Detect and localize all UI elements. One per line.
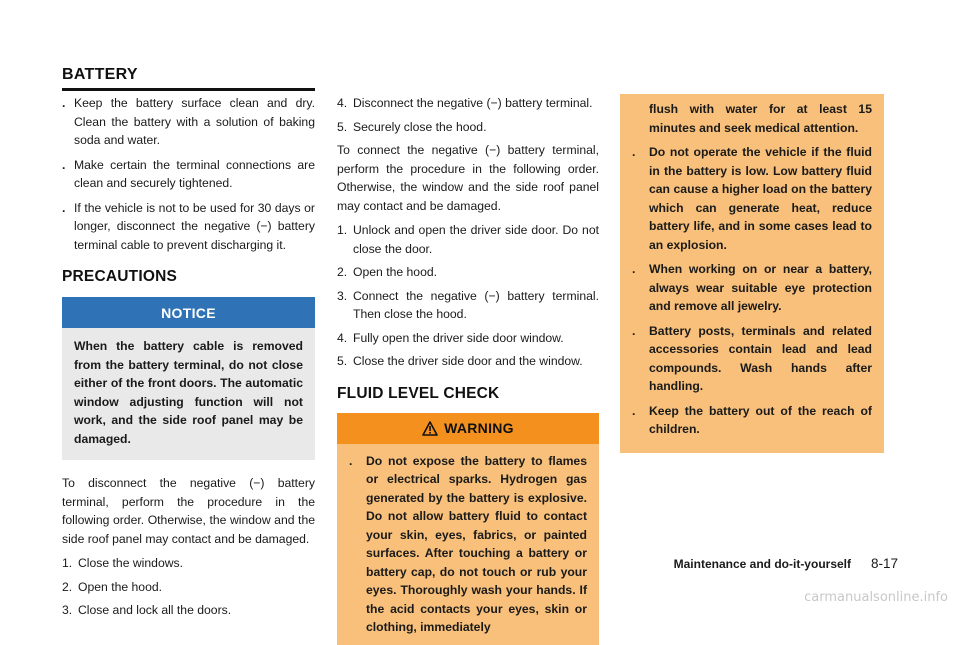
page-number: 8-17 — [870, 556, 898, 571]
warning-body — [337, 444, 599, 645]
warning-bullet — [632, 322, 872, 396]
warning-bullet — [632, 143, 872, 254]
bullet-dot: . — [632, 323, 636, 338]
step-text: Disconnect the negative (−) battery terminal. — [353, 96, 593, 110]
warning-text: Keep the battery out of the reach of children. — [649, 403, 872, 436]
column-2 — [337, 94, 599, 645]
warning-bullet — [632, 402, 872, 439]
step-number: 3. — [337, 288, 348, 303]
step-number: 4. — [337, 96, 348, 110]
section-rule — [62, 88, 315, 91]
warning-text: Do not operate the vehicle if the fluid in the battery is low. Low battery fluid can cause a higher load on the battery which can generate heat, reduce battery life, and in some cases lead to an explosion. — [649, 145, 872, 252]
notice-box — [62, 297, 315, 461]
warning-header — [337, 413, 599, 444]
warning-box — [337, 413, 599, 645]
notice-label: NOTICE — [62, 297, 315, 329]
step-text: Securely close the hood. — [353, 119, 487, 134]
bullet-dot: . — [632, 262, 636, 276]
step-text: Close the driver side door and the window. — [353, 354, 583, 368]
section-title: BATTERY — [62, 66, 138, 83]
connect-step — [337, 329, 599, 348]
step-number: 4. — [337, 330, 348, 345]
connect-intro: To connect the negative (−) battery terminal, perform the procedure in the following order. Otherwise, the window and the side roof panel may contact and be damaged. — [337, 143, 599, 213]
disconnect-step — [337, 118, 599, 137]
bullet-dot: . — [62, 200, 66, 215]
bullet-dot: . — [62, 157, 66, 172]
warning-triangle-icon — [422, 421, 438, 436]
connect-step — [337, 287, 599, 324]
step-text: Connect the negative (−) battery terminal. Then close the hood. — [353, 288, 599, 321]
connect-step — [337, 352, 599, 371]
bullet-text: If the vehicle is not to be used for 30 days or longer, disconnect the negative (−) battery terminal cable to prevent discharging it. — [74, 200, 315, 252]
disconnect-step — [62, 601, 315, 620]
step-number: 1. — [62, 556, 73, 570]
connect-step — [337, 263, 599, 282]
fluid-level-heading: FLUID LEVEL CHECK — [337, 384, 500, 402]
step-text: Open the hood. — [353, 265, 438, 279]
step-number: 5. — [337, 354, 348, 368]
precautions-heading: PRECAUTIONS — [62, 268, 178, 285]
battery-bullet — [62, 94, 315, 150]
step-number: 1. — [337, 223, 348, 237]
warning-text: Battery posts, terminals and related accessories contain lead and lead compounds. Wash hands after handling. — [649, 323, 872, 393]
bullet-text: Make certain the terminal connections are clean and securely tightened. — [74, 157, 315, 190]
step-number: 2. — [337, 265, 348, 279]
disconnect-step — [62, 554, 315, 573]
warning-bullet — [632, 260, 872, 316]
step-number: 2. — [62, 579, 73, 594]
step-text: Close and lock all the doors. — [78, 603, 232, 617]
column-1 — [62, 94, 315, 625]
battery-bullet — [62, 156, 315, 193]
bullet-dot: . — [349, 453, 353, 468]
step-number: 5. — [337, 119, 348, 134]
bullet-text: Keep the battery surface clean and dry. Clean the battery with a solution of baking soda and water. — [74, 96, 315, 147]
bullet-dot: . — [632, 403, 636, 418]
disconnect-intro: To disconnect the negative (−) battery terminal, perform the procedure in the following order. Otherwise, the window and the side roof panel may contact and be damaged. — [62, 476, 315, 546]
notice-text: When the battery cable is removed from the battery terminal, do not close either of the front doors. The automatic window adjusting function will not work, and the side roof panel may be damaged. — [74, 339, 303, 446]
connect-step — [337, 221, 599, 258]
step-text: Close the windows. — [78, 556, 183, 570]
footer-section: Maintenance and do-it-yourself — [673, 557, 851, 571]
battery-bullet — [62, 199, 315, 255]
warning-box-continued — [620, 94, 884, 453]
column-3 — [620, 94, 884, 453]
warning-label: WARNING — [444, 420, 514, 436]
step-text: Unlock and open the driver side door. Do not close the door. — [353, 223, 599, 256]
warning-text-continued: flush with water for at least 15 minutes and seek medical attention. — [649, 102, 872, 135]
warning-bullet — [349, 452, 587, 637]
warning-text: Do not expose the battery to flames or electrical sparks. Hydrogen gas generated by the battery is explosive. Do not allow battery fluid to contact your skin, eyes, fabrics, or painted surfaces. After touching a battery or battery cap, do not touch or rub your eyes. Thoroughly wash your hands. If the acid contacts your eyes, skin or clothing, immediately — [366, 453, 587, 634]
step-text: Fully open the driver side door window. — [353, 330, 564, 345]
watermark: carmanualsonline.info — [804, 590, 948, 605]
warning-text: When working on or near a battery, always wear suitable eye protection and remove all jewelry. — [649, 262, 872, 313]
disconnect-step — [62, 578, 315, 597]
bullet-dot: . — [62, 96, 66, 110]
bullet-dot: . — [632, 145, 636, 159]
step-number: 3. — [62, 603, 73, 617]
disconnect-step — [337, 94, 599, 113]
step-text: Open the hood. — [78, 579, 163, 594]
